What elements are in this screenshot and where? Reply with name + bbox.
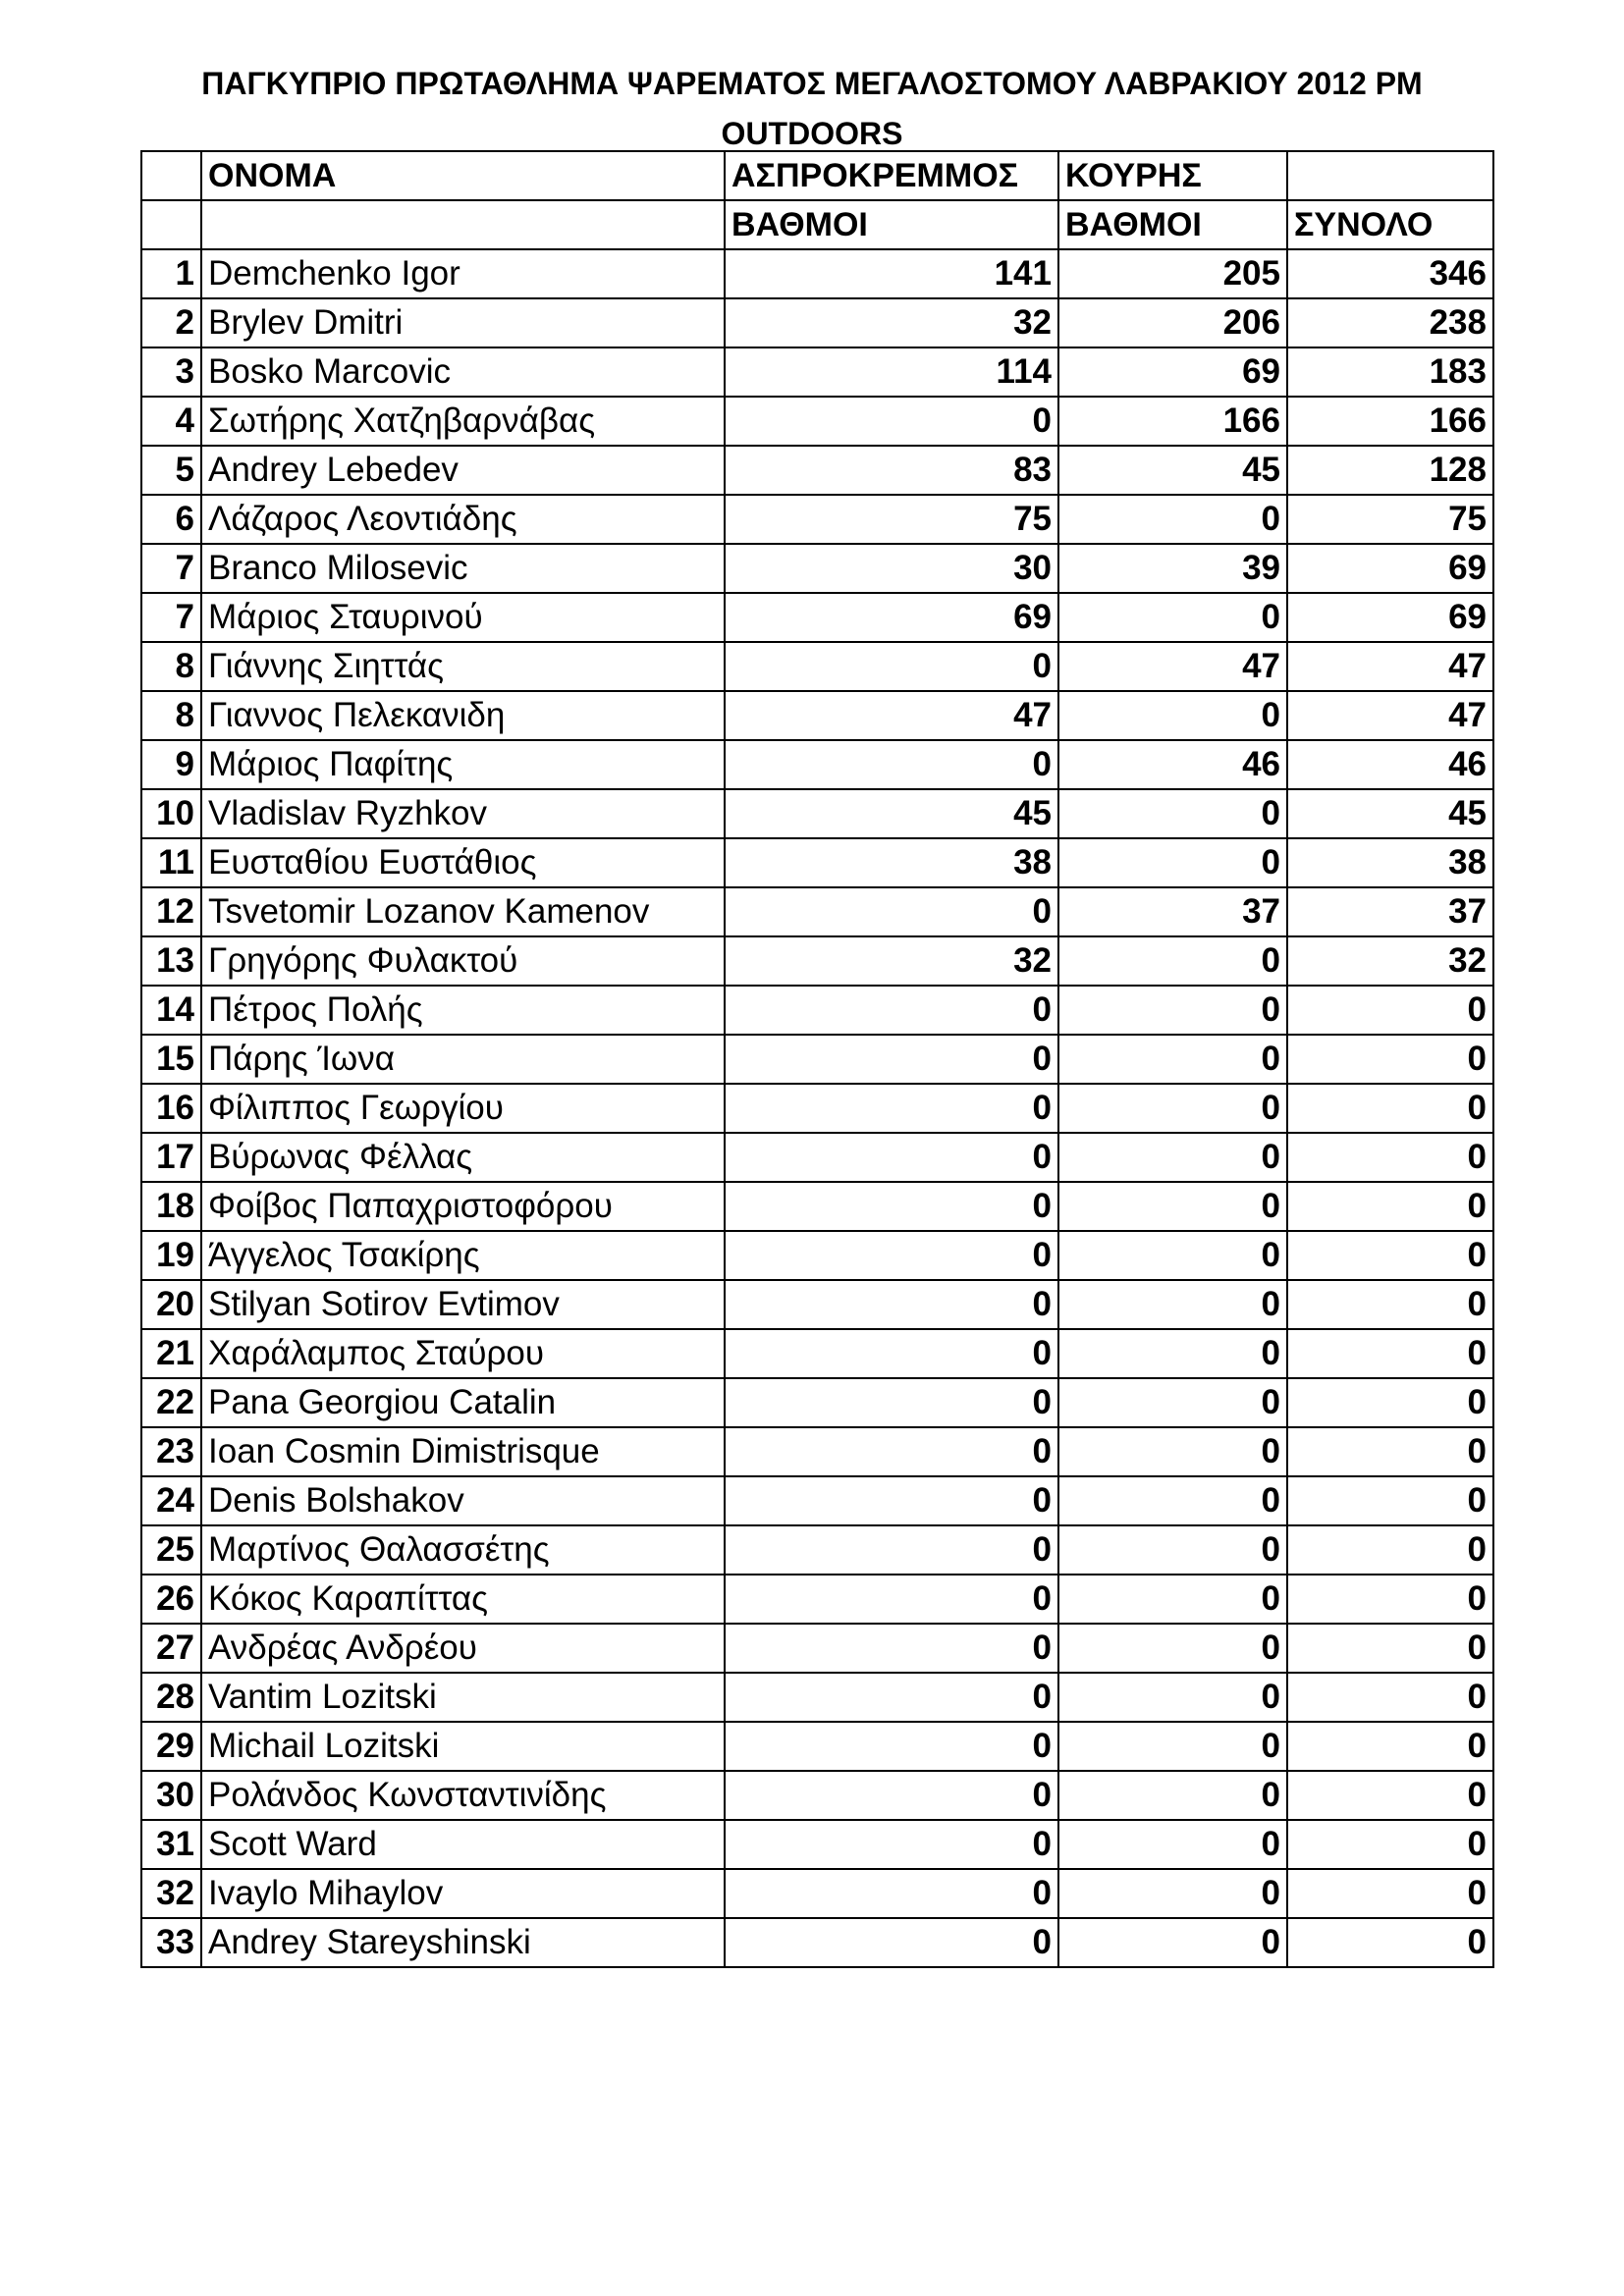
- results-table: [140, 150, 1494, 1968]
- table-row: [141, 249, 1493, 298]
- total-column-header: ΣΥΝΟΛΟ: [1287, 200, 1493, 249]
- name-cell: Pana Georgiou Catalin: [201, 1378, 725, 1427]
- rank-cell: 12: [141, 887, 201, 936]
- total-cell: 0: [1287, 1624, 1493, 1673]
- points1-cell: 32: [725, 298, 1058, 347]
- table-row: [141, 593, 1493, 642]
- points1-column-header: ΒΑΘΜΟΙ: [725, 200, 1058, 249]
- table-row: [141, 1673, 1493, 1722]
- points2-cell: 0: [1058, 1869, 1287, 1918]
- points1-cell: 0: [725, 1525, 1058, 1575]
- name-cell: Μάριος Σταυρινού: [201, 593, 725, 642]
- points1-cell: 0: [725, 1820, 1058, 1869]
- points1-cell: 32: [725, 936, 1058, 986]
- total-cell: 0: [1287, 1084, 1493, 1133]
- total-cell: 47: [1287, 642, 1493, 691]
- venue1-column-header: ΑΣΠΡΟΚΡΕΜΜΟΣ: [725, 151, 1058, 200]
- name-cell: Χαράλαμπος Σταύρου: [201, 1329, 725, 1378]
- points1-cell: 83: [725, 446, 1058, 495]
- total-cell: 47: [1287, 691, 1493, 740]
- total-cell: 0: [1287, 1182, 1493, 1231]
- name-cell: Vladislav Ryzhkov: [201, 789, 725, 838]
- points1-cell: 0: [725, 1133, 1058, 1182]
- rank-cell: 26: [141, 1575, 201, 1624]
- points2-cell: 0: [1058, 1182, 1287, 1231]
- points1-cell: 0: [725, 1771, 1058, 1820]
- rank-cell: 3: [141, 347, 201, 397]
- name-cell: Πέτρος Πολής: [201, 986, 725, 1035]
- header-row-points: [141, 200, 1493, 249]
- rank-cell: 11: [141, 838, 201, 887]
- document-title: ΠΑΓΚΥΠΡΙΟ ΠΡΩΤΑΘΛΗΜΑ ΨΑΡΕΜΑΤΟΣ ΜΕΓΑΛΟΣΤΟΜΟΥ ΛΑΒΡΑΚΙΟΥ 2012 PM: [201, 66, 1423, 101]
- table-row: [141, 1378, 1493, 1427]
- points2-cell: 0: [1058, 1771, 1287, 1820]
- points1-cell: 0: [725, 1476, 1058, 1525]
- name-cell: Γρηγόρης Φυλακτού: [201, 936, 725, 986]
- table-row: [141, 1820, 1493, 1869]
- points2-cell: 206: [1058, 298, 1287, 347]
- table-row: [141, 1771, 1493, 1820]
- name-cell: Demchenko Igor: [201, 249, 725, 298]
- table-row: [141, 1329, 1493, 1378]
- rank-cell: 24: [141, 1476, 201, 1525]
- name-cell: Michail Lozitski: [201, 1722, 725, 1771]
- points2-cell: 166: [1058, 397, 1287, 446]
- name-cell: Μάριος Παφίτης: [201, 740, 725, 789]
- total-cell: 128: [1287, 446, 1493, 495]
- table-row: [141, 298, 1493, 347]
- name-column-header: ΟΝΟΜΑ: [201, 151, 725, 200]
- total-cell: 45: [1287, 789, 1493, 838]
- points1-cell: 0: [725, 1427, 1058, 1476]
- name-cell: Branco Milosevic: [201, 544, 725, 593]
- name-cell: Andrey Lebedev: [201, 446, 725, 495]
- points2-cell: 45: [1058, 446, 1287, 495]
- points2-cell: 0: [1058, 1722, 1287, 1771]
- points1-cell: 75: [725, 495, 1058, 544]
- name-cell: Andrey Stareyshinski: [201, 1918, 725, 1967]
- rank-header-cell-2: [141, 200, 201, 249]
- table-row: [141, 936, 1493, 986]
- rank-cell: 18: [141, 1182, 201, 1231]
- header-row-venues: [141, 151, 1493, 200]
- rank-cell: 33: [141, 1918, 201, 1967]
- name-cell: Brylev Dmitri: [201, 298, 725, 347]
- total-cell: 32: [1287, 936, 1493, 986]
- name-cell: Λάζαρος Λεοντιάδης: [201, 495, 725, 544]
- name-cell: Tsvetomir Lozanov Kamenov: [201, 887, 725, 936]
- points2-cell: 0: [1058, 1084, 1287, 1133]
- rank-cell: 25: [141, 1525, 201, 1575]
- points2-cell: 0: [1058, 1329, 1287, 1378]
- rank-cell: 7: [141, 544, 201, 593]
- rank-cell: 2: [141, 298, 201, 347]
- table-row: [141, 789, 1493, 838]
- total-cell: 0: [1287, 1133, 1493, 1182]
- total-header-blank: [1287, 151, 1493, 200]
- total-cell: 37: [1287, 887, 1493, 936]
- total-cell: 69: [1287, 544, 1493, 593]
- points1-cell: 0: [725, 1084, 1058, 1133]
- total-cell: 0: [1287, 986, 1493, 1035]
- total-cell: 0: [1287, 1476, 1493, 1525]
- points1-cell: 0: [725, 1722, 1058, 1771]
- total-cell: 0: [1287, 1427, 1493, 1476]
- points1-cell: 38: [725, 838, 1058, 887]
- points2-cell: 0: [1058, 1624, 1287, 1673]
- name-cell: Βύρωνας Φέλλας: [201, 1133, 725, 1182]
- name-cell: Ευσταθίου Ευστάθιος: [201, 838, 725, 887]
- rank-cell: 32: [141, 1869, 201, 1918]
- name-cell: Μαρτίνος Θαλασσέτης: [201, 1525, 725, 1575]
- points2-cell: 0: [1058, 838, 1287, 887]
- points2-cell: 0: [1058, 1133, 1287, 1182]
- points2-cell: 0: [1058, 789, 1287, 838]
- name-cell: Φίλιππος Γεωργίου: [201, 1084, 725, 1133]
- name-cell: Άγγελος Τσακίρης: [201, 1231, 725, 1280]
- table-row: [141, 397, 1493, 446]
- rank-cell: 23: [141, 1427, 201, 1476]
- name-cell: Γιαννος Πελεκανιδη: [201, 691, 725, 740]
- table-row: [141, 1280, 1493, 1329]
- total-cell: 0: [1287, 1869, 1493, 1918]
- table-row: [141, 986, 1493, 1035]
- points2-cell: 37: [1058, 887, 1287, 936]
- rank-cell: 27: [141, 1624, 201, 1673]
- points1-cell: 0: [725, 1869, 1058, 1918]
- total-cell: 0: [1287, 1231, 1493, 1280]
- rank-cell: 30: [141, 1771, 201, 1820]
- table-row: [141, 1084, 1493, 1133]
- name-cell: Φοίβος Παπαχριστοφόρου: [201, 1182, 725, 1231]
- total-cell: 0: [1287, 1378, 1493, 1427]
- rank-cell: 5: [141, 446, 201, 495]
- table-row: [141, 544, 1493, 593]
- table-row: [141, 347, 1493, 397]
- table-row: [141, 1035, 1493, 1084]
- points1-cell: 0: [725, 1673, 1058, 1722]
- table-row: [141, 642, 1493, 691]
- table-row: [141, 691, 1493, 740]
- name-cell: Ivaylo Mihaylov: [201, 1869, 725, 1918]
- total-cell: 69: [1287, 593, 1493, 642]
- points2-cell: 0: [1058, 691, 1287, 740]
- rank-cell: 10: [141, 789, 201, 838]
- rank-cell: 8: [141, 691, 201, 740]
- total-cell: 46: [1287, 740, 1493, 789]
- points2-cell: 0: [1058, 1378, 1287, 1427]
- points2-cell: 47: [1058, 642, 1287, 691]
- rank-cell: 9: [141, 740, 201, 789]
- name-cell: Σωτήρης Χατζηβαρνάβας: [201, 397, 725, 446]
- table-row: [141, 1133, 1493, 1182]
- rank-cell: 8: [141, 642, 201, 691]
- rank-cell: 28: [141, 1673, 201, 1722]
- total-cell: 0: [1287, 1575, 1493, 1624]
- name-cell: Vantim Lozitski: [201, 1673, 725, 1722]
- points1-cell: 0: [725, 986, 1058, 1035]
- total-cell: 75: [1287, 495, 1493, 544]
- points2-cell: 0: [1058, 593, 1287, 642]
- table-row: [141, 838, 1493, 887]
- table-row: [141, 495, 1493, 544]
- table-row: [141, 1624, 1493, 1673]
- total-cell: 0: [1287, 1329, 1493, 1378]
- points1-cell: 0: [725, 642, 1058, 691]
- table-row: [141, 1575, 1493, 1624]
- rank-cell: 14: [141, 986, 201, 1035]
- points1-cell: 47: [725, 691, 1058, 740]
- rank-cell: 22: [141, 1378, 201, 1427]
- table-row: [141, 887, 1493, 936]
- total-cell: 0: [1287, 1722, 1493, 1771]
- points1-cell: 0: [725, 397, 1058, 446]
- points1-cell: 0: [725, 1231, 1058, 1280]
- name-cell: Ανδρέας Ανδρέου: [201, 1624, 725, 1673]
- rank-cell: 19: [141, 1231, 201, 1280]
- points2-cell: 0: [1058, 1673, 1287, 1722]
- venue2-column-header: ΚΟΥΡΗΣ: [1058, 151, 1287, 200]
- total-cell: 166: [1287, 397, 1493, 446]
- table-row: [141, 1869, 1493, 1918]
- rank-cell: 4: [141, 397, 201, 446]
- points1-cell: 69: [725, 593, 1058, 642]
- rank-cell: 16: [141, 1084, 201, 1133]
- points2-cell: 0: [1058, 1525, 1287, 1575]
- table-row: [141, 740, 1493, 789]
- points1-cell: 0: [725, 1575, 1058, 1624]
- table-row: [141, 1525, 1493, 1575]
- points2-cell: 0: [1058, 1280, 1287, 1329]
- points1-cell: 0: [725, 1280, 1058, 1329]
- points2-cell: 46: [1058, 740, 1287, 789]
- points2-cell: 39: [1058, 544, 1287, 593]
- points2-cell: 0: [1058, 1918, 1287, 1967]
- points2-cell: 0: [1058, 1427, 1287, 1476]
- points1-cell: 141: [725, 249, 1058, 298]
- table-row: [141, 1476, 1493, 1525]
- name-cell: Bosko Marcovic: [201, 347, 725, 397]
- points2-cell: 205: [1058, 249, 1287, 298]
- rank-cell: 15: [141, 1035, 201, 1084]
- rank-cell: 6: [141, 495, 201, 544]
- name-cell: Πάρης Ίωνα: [201, 1035, 725, 1084]
- points1-cell: 0: [725, 1329, 1058, 1378]
- table-row: [141, 1182, 1493, 1231]
- total-cell: 0: [1287, 1918, 1493, 1967]
- name-cell: Γιάννης Σιηττάς: [201, 642, 725, 691]
- total-cell: 183: [1287, 347, 1493, 397]
- points2-cell: 0: [1058, 1820, 1287, 1869]
- rank-cell: 17: [141, 1133, 201, 1182]
- total-cell: 238: [1287, 298, 1493, 347]
- points1-cell: 45: [725, 789, 1058, 838]
- rank-cell: 29: [141, 1722, 201, 1771]
- name-cell: Ioan Cosmin Dimistrisque: [201, 1427, 725, 1476]
- total-cell: 0: [1287, 1820, 1493, 1869]
- points2-cell: 0: [1058, 1035, 1287, 1084]
- name-header-blank: [201, 200, 725, 249]
- points1-cell: 0: [725, 1918, 1058, 1967]
- name-cell: Denis Bolshakov: [201, 1476, 725, 1525]
- points1-cell: 114: [725, 347, 1058, 397]
- document-subtitle: OUTDOORS: [721, 116, 903, 151]
- total-cell: 0: [1287, 1673, 1493, 1722]
- points1-cell: 0: [725, 1035, 1058, 1084]
- points1-cell: 0: [725, 740, 1058, 789]
- points2-cell: 0: [1058, 986, 1287, 1035]
- total-cell: 0: [1287, 1280, 1493, 1329]
- points2-cell: 0: [1058, 1575, 1287, 1624]
- name-cell: Scott Ward: [201, 1820, 725, 1869]
- points2-cell: 0: [1058, 495, 1287, 544]
- rank-cell: 20: [141, 1280, 201, 1329]
- total-cell: 0: [1287, 1035, 1493, 1084]
- total-cell: 0: [1287, 1771, 1493, 1820]
- rank-cell: 21: [141, 1329, 201, 1378]
- name-cell: Stilyan Sotirov Evtimov: [201, 1280, 725, 1329]
- rank-cell: 1: [141, 249, 201, 298]
- name-cell: Ρολάνδος Κωνσταντινίδης: [201, 1771, 725, 1820]
- points1-cell: 0: [725, 887, 1058, 936]
- points1-cell: 0: [725, 1378, 1058, 1427]
- points1-cell: 0: [725, 1182, 1058, 1231]
- table-row: [141, 1231, 1493, 1280]
- table-row: [141, 446, 1493, 495]
- total-cell: 346: [1287, 249, 1493, 298]
- table-row: [141, 1427, 1493, 1476]
- rank-cell: 7: [141, 593, 201, 642]
- points2-column-header: ΒΑΘΜΟΙ: [1058, 200, 1287, 249]
- table-row: [141, 1722, 1493, 1771]
- points2-cell: 69: [1058, 347, 1287, 397]
- name-cell: Κόκος Καραπίττας: [201, 1575, 725, 1624]
- total-cell: 38: [1287, 838, 1493, 887]
- points1-cell: 30: [725, 544, 1058, 593]
- points1-cell: 0: [725, 1624, 1058, 1673]
- points2-cell: 0: [1058, 1476, 1287, 1525]
- points2-cell: 0: [1058, 936, 1287, 986]
- rank-cell: 31: [141, 1820, 201, 1869]
- table-row: [141, 1918, 1493, 1967]
- total-cell: 0: [1287, 1525, 1493, 1575]
- rank-cell: 13: [141, 936, 201, 986]
- rank-header-cell: [141, 151, 201, 200]
- points2-cell: 0: [1058, 1231, 1287, 1280]
